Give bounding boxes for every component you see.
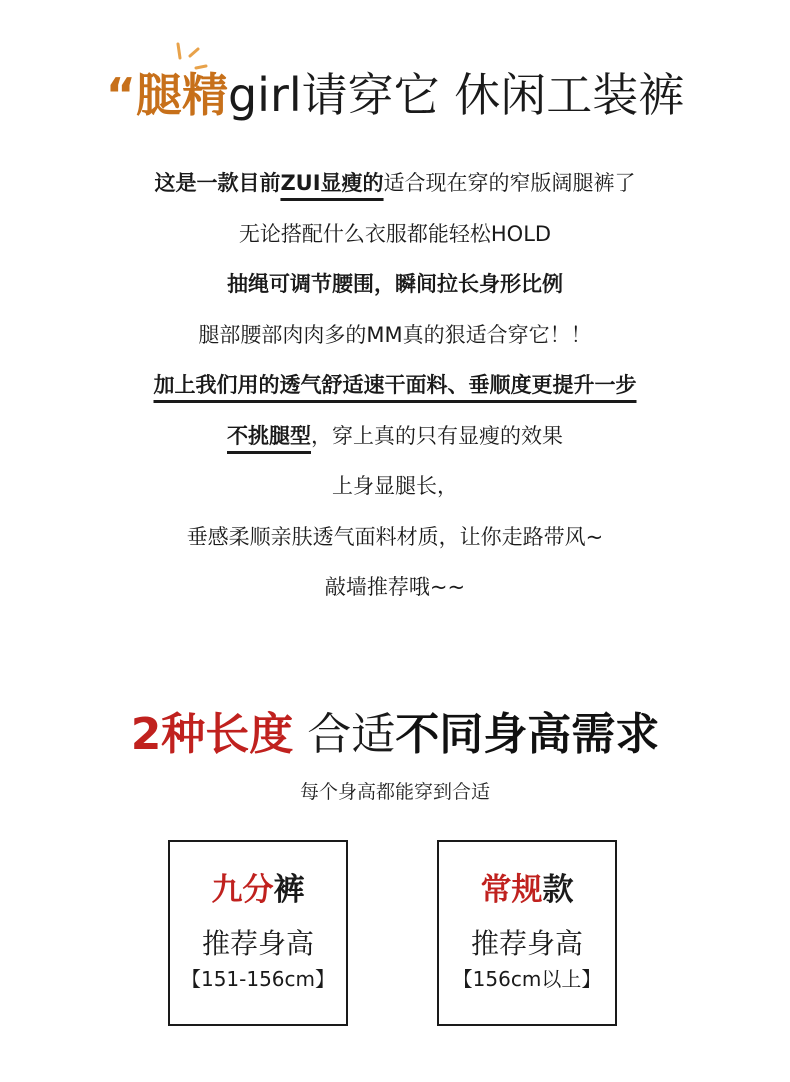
desc-line-4: 腿部腰部肉肉多的MM真的狠适合穿它！！ — [198, 322, 592, 347]
headline-quote-mark: “ — [105, 68, 136, 122]
card-name-dark: 裤 — [273, 872, 305, 908]
desc-line-6-normal: ，穿上真的只有显瘦的效果 — [311, 423, 563, 448]
desc-line-9: 敲墙推荐哦~~ — [324, 575, 466, 599]
card-recommend-label: 推荐身高 — [470, 927, 583, 960]
desc-line-1 — [0, 158, 790, 209]
headline-rest: girl请穿它 休闲工装裤 — [227, 68, 685, 122]
headline-accent: 腿精 — [135, 68, 228, 122]
card-recommend-label: 推荐身高 — [201, 927, 314, 960]
length-section-subtitle: 每个身高都能穿到合适 — [299, 781, 490, 803]
card-name-dark: 款 — [542, 872, 574, 908]
desc-line-8: 垂感柔顺亲肤透气面料材质，让你走路带风~ — [186, 524, 604, 549]
desc-line-5: 加上我们用的透气舒适速干面料、垂顺度更提升一步 — [153, 373, 637, 397]
card-height-range: 【151-156cm】 — [180, 967, 336, 991]
desc-line-3: 抽绳可调节腰围，瞬间拉长身形比例 — [227, 272, 563, 296]
card-height-range: 【156cm以上】 — [452, 967, 602, 991]
card-name-red: 常规 — [480, 872, 543, 908]
card-name — [170, 870, 346, 910]
desc-line-2: 无论搭配什么衣服都能轻松HOLD — [238, 221, 552, 246]
desc-line-1-normal: 适合现在穿的窄版阔腿裤了 — [383, 171, 636, 195]
desc-line-6 — [0, 411, 790, 462]
desc-line-6-highlight: 不挑腿型 — [227, 423, 311, 448]
product-description — [0, 158, 790, 613]
length-title-bold: 不同身高需求 — [395, 709, 660, 760]
length-section-title — [0, 705, 790, 765]
desc-line-1-highlight: ZUI显瘦的 — [280, 171, 384, 195]
desc-line-1-bold: 这是一款目前 — [154, 171, 281, 195]
card-name — [439, 870, 615, 910]
length-card-cropped — [168, 840, 348, 1026]
headline — [0, 40, 790, 130]
length-title-red: 2种长度 — [130, 709, 294, 760]
desc-line-7: 上身显腿长， — [332, 474, 458, 498]
desc-line-5-wrap — [0, 360, 790, 411]
length-title-mid: 合适 — [293, 709, 396, 760]
length-card-regular — [437, 840, 617, 1026]
card-name-red: 九分 — [211, 872, 274, 908]
